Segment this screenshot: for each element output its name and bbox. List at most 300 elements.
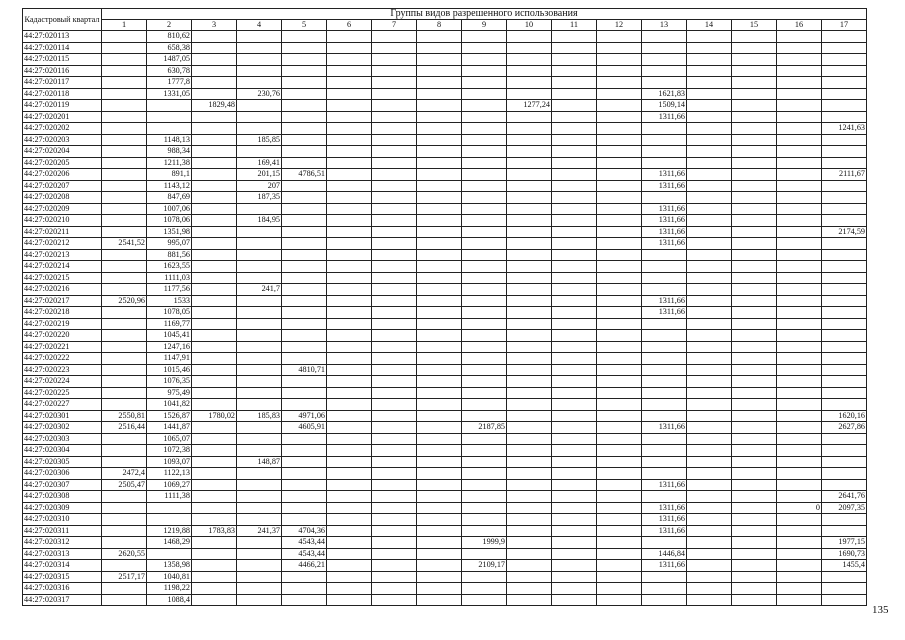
value-cell: 1311,66 <box>642 169 687 181</box>
value-cell <box>507 192 552 204</box>
value-cell <box>507 295 552 307</box>
value-cell <box>552 376 597 388</box>
value-cell <box>192 479 237 491</box>
value-cell <box>282 31 327 43</box>
value-cell <box>237 468 282 480</box>
value-cell <box>552 54 597 66</box>
value-cell: 1211,38 <box>147 157 192 169</box>
value-cell: 4466,21 <box>282 560 327 572</box>
value-cell <box>687 134 732 146</box>
value-cell <box>192 307 237 319</box>
value-cell <box>327 433 372 445</box>
value-cell <box>372 31 417 43</box>
value-cell <box>372 410 417 422</box>
value-cell <box>327 31 372 43</box>
quarter-cell: 44:27:020301 <box>23 410 102 422</box>
value-cell <box>282 571 327 583</box>
value-cell <box>687 399 732 411</box>
value-cell <box>372 341 417 353</box>
value-cell <box>147 502 192 514</box>
quarter-cell: 44:27:020214 <box>23 261 102 273</box>
value-cell <box>732 307 777 319</box>
quarter-cell: 44:27:020306 <box>23 468 102 480</box>
value-cell <box>822 571 867 583</box>
value-cell <box>192 364 237 376</box>
value-cell <box>687 318 732 330</box>
table-row <box>23 318 867 330</box>
value-cell: 2174,59 <box>822 226 867 238</box>
value-cell <box>687 169 732 181</box>
value-cell: 1621,83 <box>642 88 687 100</box>
column-number-2: 2 <box>147 20 192 31</box>
value-cell <box>642 445 687 457</box>
value-cell <box>417 376 462 388</box>
value-cell <box>237 77 282 89</box>
value-cell <box>417 548 462 560</box>
value-cell: 1065,07 <box>147 433 192 445</box>
value-cell <box>282 594 327 606</box>
value-cell <box>732 479 777 491</box>
value-cell <box>777 537 822 549</box>
value-cell <box>327 376 372 388</box>
value-cell: 1007,06 <box>147 203 192 215</box>
value-cell <box>777 249 822 261</box>
value-cell <box>597 560 642 572</box>
table-row <box>23 77 867 89</box>
value-cell <box>732 157 777 169</box>
value-cell <box>822 468 867 480</box>
value-cell <box>417 169 462 181</box>
value-cell <box>507 180 552 192</box>
value-cell <box>552 341 597 353</box>
value-cell <box>822 180 867 192</box>
table-row <box>23 422 867 434</box>
value-cell <box>462 341 507 353</box>
value-cell <box>732 594 777 606</box>
value-cell <box>822 192 867 204</box>
quarter-cell: 44:27:020117 <box>23 77 102 89</box>
value-cell <box>732 399 777 411</box>
value-cell <box>237 445 282 457</box>
value-cell <box>237 295 282 307</box>
value-cell <box>237 146 282 158</box>
value-cell <box>642 330 687 342</box>
value-cell <box>687 364 732 376</box>
value-cell <box>732 192 777 204</box>
value-cell <box>687 88 732 100</box>
value-cell <box>777 376 822 388</box>
value-cell <box>597 42 642 54</box>
value-cell <box>732 88 777 100</box>
value-cell <box>777 42 822 54</box>
value-cell <box>417 456 462 468</box>
value-cell <box>552 479 597 491</box>
value-cell <box>822 157 867 169</box>
value-cell <box>102 123 147 135</box>
table-row <box>23 525 867 537</box>
value-cell <box>597 571 642 583</box>
value-cell <box>597 88 642 100</box>
value-cell <box>642 65 687 77</box>
value-cell <box>192 514 237 526</box>
value-cell <box>417 134 462 146</box>
value-cell: 4971,06 <box>282 410 327 422</box>
value-cell <box>417 238 462 250</box>
value-cell <box>327 422 372 434</box>
value-cell <box>462 307 507 319</box>
value-cell <box>237 353 282 365</box>
value-cell <box>732 445 777 457</box>
value-cell <box>462 54 507 66</box>
value-cell <box>822 330 867 342</box>
value-cell <box>462 238 507 250</box>
table-row <box>23 479 867 491</box>
value-cell <box>237 123 282 135</box>
value-cell <box>417 364 462 376</box>
value-cell <box>642 54 687 66</box>
value-cell <box>732 134 777 146</box>
quarter-cell: 44:27:020118 <box>23 88 102 100</box>
value-cell <box>732 272 777 284</box>
value-cell <box>282 433 327 445</box>
value-cell <box>687 537 732 549</box>
value-cell <box>732 583 777 595</box>
value-cell <box>822 387 867 399</box>
value-cell <box>777 364 822 376</box>
value-cell: 630,78 <box>147 65 192 77</box>
value-cell: 1078,06 <box>147 215 192 227</box>
value-cell <box>642 31 687 43</box>
value-cell: 1169,77 <box>147 318 192 330</box>
table-row <box>23 31 867 43</box>
value-cell <box>822 284 867 296</box>
value-cell <box>507 111 552 123</box>
value-cell <box>282 203 327 215</box>
value-cell <box>327 100 372 112</box>
quarter-cell: 44:27:020223 <box>23 364 102 376</box>
value-cell <box>687 65 732 77</box>
value-cell <box>642 42 687 54</box>
table-row <box>23 123 867 135</box>
value-cell <box>552 226 597 238</box>
column-number-11: 11 <box>552 20 597 31</box>
quarter-cell: 44:27:020304 <box>23 445 102 457</box>
value-cell <box>282 192 327 204</box>
value-cell <box>462 318 507 330</box>
value-cell <box>327 169 372 181</box>
value-cell <box>192 31 237 43</box>
value-cell <box>327 525 372 537</box>
value-cell <box>372 307 417 319</box>
value-cell: 1177,56 <box>147 284 192 296</box>
value-cell <box>732 203 777 215</box>
value-cell: 1311,66 <box>642 226 687 238</box>
value-cell <box>822 146 867 158</box>
value-cell <box>642 123 687 135</box>
value-cell <box>732 387 777 399</box>
value-cell <box>642 364 687 376</box>
column-number-1: 1 <box>102 20 147 31</box>
value-cell <box>732 318 777 330</box>
value-cell <box>372 88 417 100</box>
quarter-cell: 44:27:020218 <box>23 307 102 319</box>
value-cell <box>372 387 417 399</box>
value-cell <box>327 387 372 399</box>
value-cell <box>597 157 642 169</box>
value-cell <box>777 387 822 399</box>
value-cell <box>282 445 327 457</box>
value-cell <box>777 54 822 66</box>
value-cell <box>192 146 237 158</box>
quarter-cell: 44:27:020209 <box>23 203 102 215</box>
value-cell: 891,1 <box>147 169 192 181</box>
value-cell <box>597 468 642 480</box>
value-cell <box>822 479 867 491</box>
value-cell <box>507 376 552 388</box>
value-cell <box>642 594 687 606</box>
value-cell <box>597 502 642 514</box>
value-cell: 187,35 <box>237 192 282 204</box>
value-cell <box>822 594 867 606</box>
value-cell: 241,37 <box>237 525 282 537</box>
table-row <box>23 111 867 123</box>
value-cell <box>192 261 237 273</box>
value-cell <box>192 65 237 77</box>
value-cell <box>192 42 237 54</box>
value-cell <box>777 111 822 123</box>
quarter-cell: 44:27:020227 <box>23 399 102 411</box>
value-cell <box>642 272 687 284</box>
value-cell <box>822 399 867 411</box>
value-cell: 2520,96 <box>102 295 147 307</box>
value-cell <box>282 261 327 273</box>
value-cell <box>732 54 777 66</box>
quarter-cell: 44:27:020307 <box>23 479 102 491</box>
value-cell <box>192 399 237 411</box>
value-cell <box>642 192 687 204</box>
value-cell <box>237 54 282 66</box>
value-cell <box>687 261 732 273</box>
value-cell <box>507 307 552 319</box>
value-cell <box>687 491 732 503</box>
value-cell <box>417 226 462 238</box>
value-cell <box>192 456 237 468</box>
value-cell <box>237 261 282 273</box>
value-cell <box>192 123 237 135</box>
value-cell <box>327 272 372 284</box>
value-cell <box>777 514 822 526</box>
value-cell <box>417 180 462 192</box>
value-cell <box>372 77 417 89</box>
value-cell <box>687 353 732 365</box>
value-cell <box>192 422 237 434</box>
value-cell <box>732 42 777 54</box>
value-cell <box>327 571 372 583</box>
value-cell: 1311,66 <box>642 514 687 526</box>
value-cell <box>282 100 327 112</box>
value-cell <box>102 261 147 273</box>
value-cell <box>327 353 372 365</box>
value-cell <box>732 226 777 238</box>
value-cell <box>462 571 507 583</box>
value-cell <box>417 203 462 215</box>
value-cell: 1241,63 <box>822 123 867 135</box>
value-cell <box>822 364 867 376</box>
value-cell <box>327 226 372 238</box>
value-cell <box>552 100 597 112</box>
quarter-cell: 44:27:020119 <box>23 100 102 112</box>
value-cell <box>507 479 552 491</box>
value-cell <box>552 77 597 89</box>
value-cell <box>597 180 642 192</box>
value-cell <box>507 456 552 468</box>
value-cell <box>462 111 507 123</box>
value-cell <box>327 42 372 54</box>
value-cell: 185,85 <box>237 134 282 146</box>
value-cell <box>552 456 597 468</box>
value-cell <box>777 157 822 169</box>
value-cell <box>597 284 642 296</box>
value-cell <box>327 284 372 296</box>
value-cell <box>327 249 372 261</box>
value-cell <box>192 77 237 89</box>
quarter-cell: 44:27:020305 <box>23 456 102 468</box>
value-cell <box>597 433 642 445</box>
value-cell <box>777 330 822 342</box>
table-row <box>23 192 867 204</box>
value-cell <box>597 295 642 307</box>
value-cell <box>777 422 822 434</box>
table-row <box>23 537 867 549</box>
value-cell <box>417 560 462 572</box>
value-cell <box>282 123 327 135</box>
value-cell <box>282 468 327 480</box>
value-cell <box>552 330 597 342</box>
value-cell <box>462 88 507 100</box>
value-cell <box>597 353 642 365</box>
value-cell <box>687 42 732 54</box>
value-cell <box>372 537 417 549</box>
value-cell <box>237 238 282 250</box>
value-cell: 1041,82 <box>147 399 192 411</box>
value-cell <box>597 134 642 146</box>
value-cell <box>282 307 327 319</box>
value-cell <box>687 111 732 123</box>
value-cell <box>102 88 147 100</box>
value-cell <box>282 88 327 100</box>
value-cell <box>732 249 777 261</box>
value-cell <box>417 123 462 135</box>
value-cell <box>507 583 552 595</box>
value-cell <box>372 180 417 192</box>
value-cell <box>102 353 147 365</box>
value-cell: 1148,13 <box>147 134 192 146</box>
table-row <box>23 548 867 560</box>
value-cell <box>327 560 372 572</box>
value-cell <box>327 537 372 549</box>
value-cell <box>777 31 822 43</box>
value-cell <box>687 548 732 560</box>
value-cell <box>552 560 597 572</box>
value-cell <box>507 169 552 181</box>
value-cell <box>237 226 282 238</box>
value-cell <box>282 295 327 307</box>
value-cell <box>417 261 462 273</box>
value-cell <box>462 192 507 204</box>
value-cell <box>462 146 507 158</box>
value-cell <box>462 284 507 296</box>
value-cell <box>417 249 462 261</box>
quarter-cell: 44:27:020221 <box>23 341 102 353</box>
value-cell: 1311,66 <box>642 215 687 227</box>
value-cell <box>597 410 642 422</box>
value-cell <box>687 180 732 192</box>
value-cell <box>102 180 147 192</box>
value-cell <box>732 123 777 135</box>
value-cell <box>507 410 552 422</box>
value-cell <box>732 353 777 365</box>
value-cell <box>732 180 777 192</box>
table-row <box>23 146 867 158</box>
value-cell <box>507 31 552 43</box>
value-cell <box>822 307 867 319</box>
value-cell <box>372 376 417 388</box>
value-cell <box>507 364 552 376</box>
value-cell <box>597 192 642 204</box>
value-cell <box>822 88 867 100</box>
value-cell: 1088,4 <box>147 594 192 606</box>
value-cell <box>822 111 867 123</box>
value-cell <box>102 249 147 261</box>
quarter-cell: 44:27:020210 <box>23 215 102 227</box>
value-cell <box>777 468 822 480</box>
value-cell: 1468,29 <box>147 537 192 549</box>
value-cell <box>462 399 507 411</box>
value-cell <box>687 525 732 537</box>
value-cell <box>282 583 327 595</box>
value-cell <box>372 169 417 181</box>
quarter-cell: 44:27:020213 <box>23 249 102 261</box>
table-row <box>23 203 867 215</box>
value-cell <box>822 583 867 595</box>
value-cell <box>597 261 642 273</box>
value-cell <box>777 272 822 284</box>
quarter-cell: 44:27:020220 <box>23 330 102 342</box>
quarter-cell: 44:27:020310 <box>23 514 102 526</box>
value-cell <box>192 295 237 307</box>
value-cell <box>192 284 237 296</box>
value-cell: 1040,81 <box>147 571 192 583</box>
value-cell <box>102 433 147 445</box>
value-cell <box>732 146 777 158</box>
value-cell: 185,83 <box>237 410 282 422</box>
column-number-5: 5 <box>282 20 327 31</box>
value-cell: 1069,27 <box>147 479 192 491</box>
value-cell <box>597 54 642 66</box>
value-cell <box>462 330 507 342</box>
value-cell <box>732 410 777 422</box>
value-cell <box>777 491 822 503</box>
value-cell <box>372 445 417 457</box>
value-cell <box>597 583 642 595</box>
value-cell <box>462 364 507 376</box>
value-cell <box>732 31 777 43</box>
value-cell <box>102 525 147 537</box>
value-cell <box>597 376 642 388</box>
value-cell <box>282 491 327 503</box>
value-cell <box>417 571 462 583</box>
value-cell <box>327 410 372 422</box>
